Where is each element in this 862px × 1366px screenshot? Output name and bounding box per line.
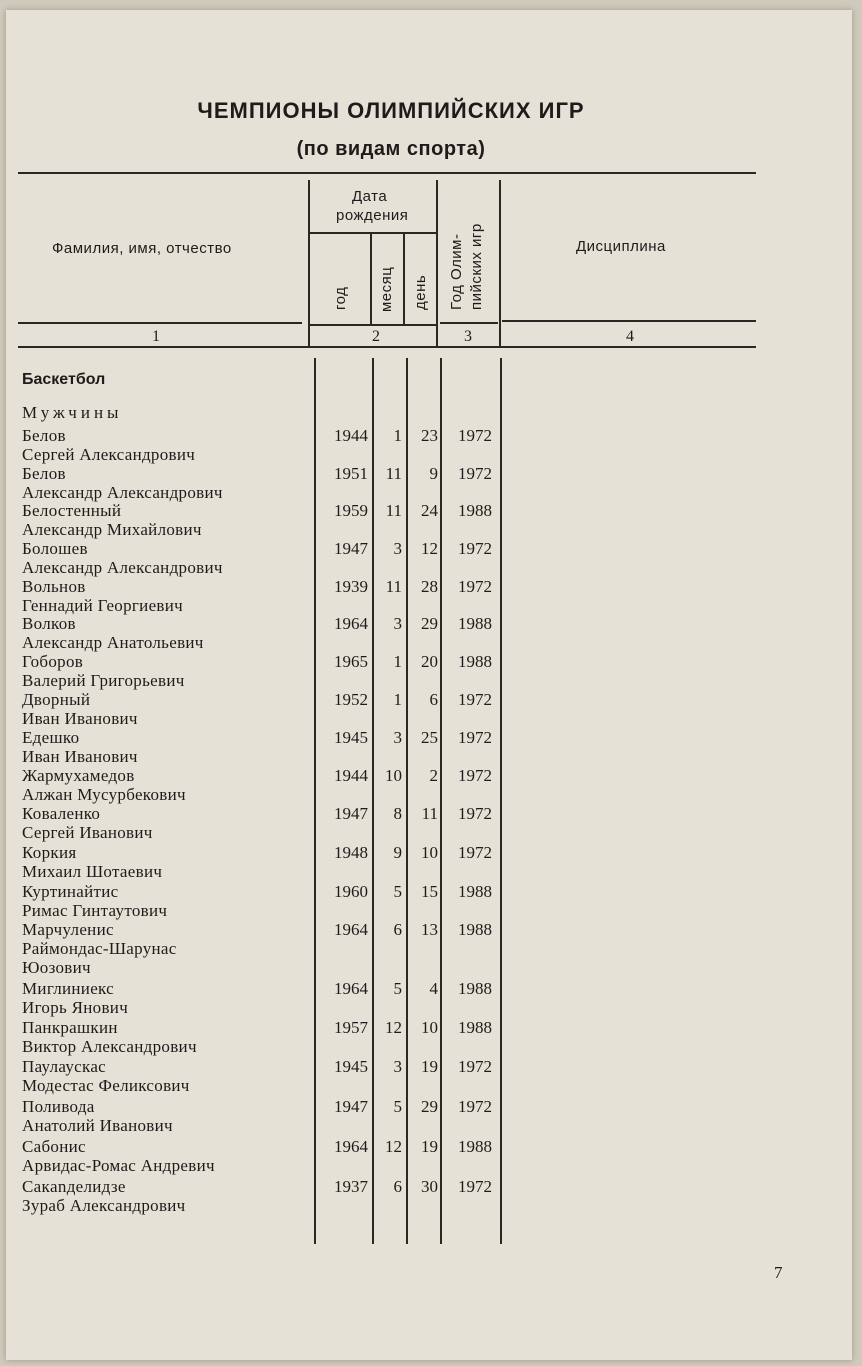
birth-day: 19 <box>421 1137 438 1156</box>
birth-month: 11 <box>385 501 402 520</box>
games-year: 1972 <box>458 426 492 445</box>
athlete-surname: Сакanделидзе <box>22 1177 126 1196</box>
date-subheader-rule <box>310 232 436 234</box>
birth-month: 5 <box>393 882 402 901</box>
header-bottom-rule <box>18 346 756 348</box>
birth-year: 1945 <box>334 728 368 747</box>
birth-year: 1945 <box>334 1057 368 1076</box>
games-year: 1972 <box>458 690 492 709</box>
birth-month: 9 <box>393 843 402 862</box>
athlete-given-names: Анатолий Иванович <box>22 1116 173 1135</box>
header-rule-4 <box>502 320 756 322</box>
athlete-surname: Жармухамедов <box>22 766 135 785</box>
date-divider-day <box>403 234 405 324</box>
athlete-given-names: Виктор Александрович <box>22 1037 197 1056</box>
header-discipline: Дисциплина <box>576 238 666 255</box>
games-year: 1988 <box>458 614 492 633</box>
birth-year: 1937 <box>334 1177 368 1196</box>
header-name: Фамилия, имя, отчество <box>52 240 232 257</box>
athlete-given-names: Валерий Григорьевич <box>22 671 185 690</box>
birth-month: 5 <box>393 1097 402 1116</box>
athlete-given-names: Сергей Иванович <box>22 823 153 842</box>
games-year: 1988 <box>458 1137 492 1156</box>
games-year: 1988 <box>458 1018 492 1037</box>
header-birth-date-1: Дата <box>352 188 388 205</box>
birth-day: 2 <box>429 766 438 785</box>
gender-heading: Мужчины <box>22 403 123 422</box>
birth-month: 6 <box>393 920 402 939</box>
col-number-2: 2 <box>372 328 380 345</box>
birth-day: 24 <box>421 501 438 520</box>
athlete-surname: Поливода <box>22 1097 95 1116</box>
birth-month: 3 <box>393 614 402 633</box>
birth-month: 10 <box>385 766 402 785</box>
birth-year: 1951 <box>334 464 368 483</box>
birth-day: 19 <box>421 1057 438 1076</box>
birth-day: 10 <box>421 843 438 862</box>
athlete-given-names: Сергей Александрович <box>22 445 196 464</box>
birth-month: 8 <box>393 804 402 823</box>
birth-day: 12 <box>421 539 438 558</box>
birth-day: 29 <box>421 614 438 633</box>
athlete-surname: Едешко <box>22 728 80 747</box>
header-rule-3 <box>440 322 498 324</box>
header-birth-date-2: рождения <box>336 207 409 224</box>
athlete-given-names: Иван Иванович <box>22 747 138 766</box>
birth-month: 1 <box>393 652 402 671</box>
games-year: 1988 <box>458 501 492 520</box>
athlete-surname: Коваленко <box>22 804 101 823</box>
birth-year: 1957 <box>334 1018 368 1037</box>
header-month: месяц <box>378 266 395 312</box>
birth-month: 11 <box>385 577 402 596</box>
games-year: 1972 <box>458 843 492 862</box>
birth-year: 1964 <box>334 979 368 998</box>
birth-year: 1947 <box>334 539 368 558</box>
section-title: Баскетбол <box>22 371 106 388</box>
athlete-surname: Дворный <box>22 690 91 709</box>
athlete-given-names: Геннадий Георгиевич <box>22 596 183 615</box>
col-number-4: 4 <box>626 328 634 345</box>
athlete-given-names: Игорь Янович <box>22 998 129 1017</box>
athlete-surname: Белостенный <box>22 501 122 520</box>
athlete-surname: Миглиниекс <box>22 979 115 998</box>
birth-month: 3 <box>393 728 402 747</box>
header-year: год <box>332 286 349 310</box>
header-divider-1 <box>308 180 310 348</box>
birth-day: 30 <box>421 1177 438 1196</box>
games-year: 1972 <box>458 804 492 823</box>
games-year: 1972 <box>458 1177 492 1196</box>
birth-month: 6 <box>393 1177 402 1196</box>
document-page <box>6 10 852 1360</box>
header-games-year-2: пийских игр <box>468 223 485 310</box>
athlete-given-names: Александр Михайлович <box>22 520 202 539</box>
games-year: 1988 <box>458 979 492 998</box>
birth-day: 28 <box>421 577 438 596</box>
birth-day: 9 <box>429 464 438 483</box>
games-year: 1972 <box>458 464 492 483</box>
body-divider-games-right <box>500 358 502 1244</box>
athlete-given-names: Модестас Феликсович <box>22 1076 190 1095</box>
athlete-given-names: Михаил Шотаевич <box>22 862 163 881</box>
birth-day: 20 <box>421 652 438 671</box>
birth-month: 5 <box>393 979 402 998</box>
birth-day: 25 <box>421 728 438 747</box>
birth-year: 1959 <box>334 501 368 520</box>
athlete-surname: Волков <box>22 614 76 633</box>
athlete-surname: Паулаускас <box>22 1057 107 1076</box>
athlete-given-names: Иван Иванович <box>22 709 138 728</box>
birth-month: 3 <box>393 539 402 558</box>
games-year: 1988 <box>458 882 492 901</box>
athlete-given-names: Александр Александрович <box>22 483 223 502</box>
birth-year: 1964 <box>334 1137 368 1156</box>
birth-year: 1939 <box>334 577 368 596</box>
header-divider-2 <box>436 180 438 348</box>
col-number-1: 1 <box>152 328 160 345</box>
birth-year: 1948 <box>334 843 368 862</box>
games-year: 1972 <box>458 766 492 785</box>
col-number-3: 3 <box>464 328 472 345</box>
date-divider-month <box>370 234 372 324</box>
birth-year: 1952 <box>334 690 368 709</box>
birth-day: 10 <box>421 1018 438 1037</box>
games-year: 1972 <box>458 1057 492 1076</box>
athlete-surname: Белов <box>22 464 66 483</box>
header-rule-2 <box>310 324 436 326</box>
birth-year: 1947 <box>334 1097 368 1116</box>
athlete-given-names: Зураб Александрович <box>22 1196 186 1215</box>
header-games-year-1: Год Олим- <box>448 233 465 310</box>
games-year: 1988 <box>458 920 492 939</box>
athlete-surname: Гоборов <box>22 652 84 671</box>
athlete-surname: Сабонис <box>22 1137 86 1156</box>
games-year: 1972 <box>458 539 492 558</box>
athlete-surname: Коркия <box>22 843 77 862</box>
birth-year: 1944 <box>334 426 368 445</box>
birth-year: 1965 <box>334 652 368 671</box>
birth-day: 13 <box>421 920 438 939</box>
table-top-rule <box>18 172 756 174</box>
birth-year: 1947 <box>334 804 368 823</box>
birth-year: 1964 <box>334 614 368 633</box>
birth-month: 12 <box>385 1018 402 1037</box>
athlete-given-names: Алжан Мусурбекович <box>22 785 186 804</box>
athlete-surname: Болошев <box>22 539 88 558</box>
header-rule-1 <box>18 322 302 324</box>
page-number: 7 <box>774 1263 783 1282</box>
birth-day: 23 <box>421 426 438 445</box>
body-divider-year-left <box>314 358 316 1244</box>
games-year: 1972 <box>458 1097 492 1116</box>
birth-day: 4 <box>429 979 438 998</box>
athlete-surname: Куртинайтис <box>22 882 119 901</box>
birth-month: 12 <box>385 1137 402 1156</box>
birth-month: 11 <box>385 464 402 483</box>
games-year: 1972 <box>458 577 492 596</box>
header-day: день <box>412 274 429 310</box>
birth-day: 29 <box>421 1097 438 1116</box>
athlete-given-names-cont: Юозович <box>22 958 91 977</box>
athlete-surname: Белов <box>22 426 66 445</box>
athlete-surname: Марчуленис <box>22 920 114 939</box>
athlete-surname: Панкрашкин <box>22 1018 118 1037</box>
games-year: 1988 <box>458 652 492 671</box>
birth-day: 15 <box>421 882 438 901</box>
birth-year: 1960 <box>334 882 368 901</box>
birth-month: 3 <box>393 1057 402 1076</box>
birth-day: 6 <box>429 690 438 709</box>
page-subtitle: (по видам спорта) <box>296 138 486 160</box>
birth-year: 1964 <box>334 920 368 939</box>
header-divider-3 <box>499 180 501 348</box>
athlete-given-names: Александр Александрович <box>22 558 223 577</box>
birth-month: 1 <box>393 690 402 709</box>
athlete-surname: Вольнов <box>22 577 86 596</box>
birth-month: 1 <box>393 426 402 445</box>
athlete-given-names: Арвидас-Ромас Андревич <box>22 1156 215 1175</box>
birth-year: 1944 <box>334 766 368 785</box>
page-title: ЧЕМПИОНЫ ОЛИМПИЙСКИХ ИГР <box>197 98 585 123</box>
birth-day: 11 <box>421 804 438 823</box>
athlete-given-names: Римас Гинтаутович <box>22 901 168 920</box>
athlete-given-names: Александр Анатольевич <box>22 633 204 652</box>
athlete-given-names: Раймондас-Шарунас <box>22 939 177 958</box>
games-year: 1972 <box>458 728 492 747</box>
